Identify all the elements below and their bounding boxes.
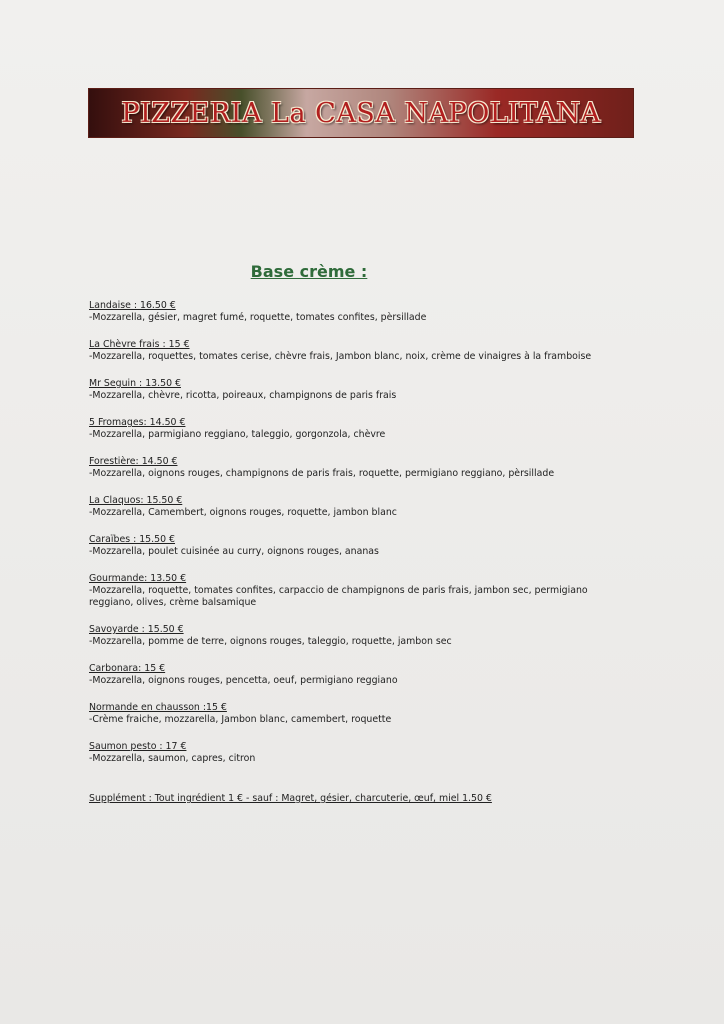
item-name: Saumon pesto : 17 € [89, 741, 187, 752]
item-name: Gourmande: 13.50 € [89, 573, 187, 584]
item-description: -Mozzarella, oignons rouges, pencetta, oeuf, permigiano reggiano [89, 675, 398, 686]
item-name: Carbonara: 15 € [89, 663, 166, 674]
item-name: 5 Fromages: 14.50 € [89, 417, 186, 428]
item-name: La Chèvre frais : 15 € [89, 339, 190, 350]
item-description: -Mozzarella, chèvre, ricotta, poireaux, champignons de paris frais [89, 390, 397, 401]
item-description: -Mozzarella, gésier, magret fumé, roquette, tomates confites, pèrsillade [89, 312, 427, 323]
menu-item [89, 741, 629, 765]
item-description: -Crème fraiche, mozzarella, Jambon blanc, camembert, roquette [89, 714, 392, 725]
item-description: -Mozzarella, poulet cuisinée au curry, oignons rouges, ananas [89, 546, 379, 557]
menu-item [89, 624, 629, 648]
item-description: -Mozzarella, saumon, capres, citron [89, 753, 256, 764]
menu-item [89, 573, 629, 609]
pizzeria-banner [88, 88, 634, 138]
menu-item [89, 534, 629, 558]
menu-item [89, 663, 629, 687]
menu-item [89, 417, 629, 441]
item-description: -Mozzarella, pomme de terre, oignons rouges, taleggio, roquette, jambon sec [89, 636, 452, 647]
item-name: Mr Seguin : 13.50 € [89, 378, 181, 389]
item-description: -Mozzarella, roquettes, tomates cerise, chèvre frais, Jambon blanc, noix, crème de vinaigres à la framboise [89, 351, 592, 362]
menu-list [89, 300, 629, 780]
item-name: Landaise : 16.50 € [89, 300, 176, 311]
item-name: La Claquos: 15.50 € [89, 495, 183, 506]
menu-item [89, 300, 629, 324]
menu-item [89, 339, 629, 363]
item-name: Normande en chausson :15 € [89, 702, 227, 713]
item-description: -Mozzarella, Camembert, oignons rouges, roquette, jambon blanc [89, 507, 397, 518]
item-name: Caraïbes : 15.50 € [89, 534, 176, 545]
menu-item [89, 456, 629, 480]
item-name: Savoyarde : 15.50 € [89, 624, 184, 635]
supplement-note: Supplément : Tout ingrédient 1 € - sauf : Magret, gésier, charcuterie, œuf, miel 1.50 € [89, 793, 492, 804]
menu-item [89, 378, 629, 402]
menu-item [89, 702, 629, 726]
item-description: -Mozzarella, roquette, tomates confites, carpaccio de champignons de paris frais, jambon sec, permigiano reggiano, olives, crème balsamique [89, 585, 588, 608]
item-name: Forestière: 14.50 € [89, 456, 178, 467]
item-description: -Mozzarella, oignons rouges, champignons de paris frais, roquette, permigiano reggiano, pèrsillade [89, 468, 555, 479]
item-description: -Mozzarella, parmigiano reggiano, taleggio, gorgonzola, chèvre [89, 429, 386, 440]
menu-item [89, 495, 629, 519]
restaurant-name: PIZZERIA La CASA NAPOLITANA [121, 97, 601, 129]
section-title: Base crème : [250, 262, 368, 281]
